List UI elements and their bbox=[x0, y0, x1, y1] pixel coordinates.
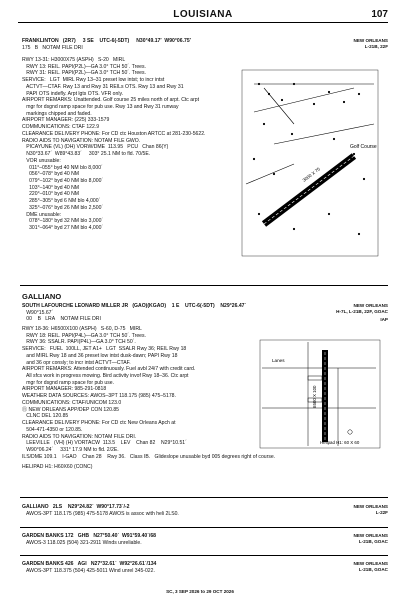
franklinton-body-line: AIRPORT MANAGER: (225) 333-1579 bbox=[22, 117, 110, 124]
city-galliano: GALLIANO bbox=[22, 292, 62, 301]
franklinton-body-line: mgr for dsgnd ramp space for pub use. Rwy 13 and Rwy 31 runway bbox=[22, 104, 179, 111]
franklinton-body-line: PAPI OTS indefly. Arpt lgts OTS. VFR only. bbox=[22, 90, 124, 97]
franklinton-body-line: 011°–055° byd 40 NM blo 8,000´ bbox=[22, 164, 103, 171]
south-lafourche-body-line: mgr for dsgnd ramp space for pub use. bbox=[22, 379, 115, 386]
franklinton-body-line: N30°33.67´ W89°43.83´ 303° 25.1 NM to fld. 70/5E. bbox=[22, 151, 151, 158]
franklinton-body-line: 301°–064° byd 27 NM blo 4,000´ bbox=[22, 224, 104, 231]
garden-banks-172-charts: L-21B, GOAC bbox=[358, 539, 388, 545]
garden-banks-172-chart-ref bbox=[354, 533, 388, 545]
franklinton-body-line: COMMUNICATIONS: CTAF 122.9 bbox=[22, 124, 100, 131]
page-header bbox=[18, 8, 388, 23]
galliano-2ls-charts: L-22F bbox=[375, 510, 388, 516]
franklinton-runway-label: 3000 X 75 bbox=[301, 166, 321, 183]
franklinton-charts: L-21B, 22F bbox=[364, 44, 388, 50]
south-lafourche-charts: H-7L, L-21B, 22F, GOAC bbox=[336, 309, 388, 315]
franklinton-body-line: CLEARANCE DELIVERY PHONE: For CD ctc Houston ARTCC at 281-230-5622. bbox=[22, 130, 206, 137]
page-number: 107 bbox=[371, 9, 388, 20]
south-lafourche-body-line: COMMUNICATIONS: CTAF/UNICOM 123.0 bbox=[22, 399, 122, 406]
garden-banks-426-charts: L-21B, GOAC bbox=[358, 567, 388, 573]
south-lafourche-coords: W90°15.67´ bbox=[22, 309, 54, 316]
franklinton-body-line: ACTVT—CTAF. Rwy 13 and Rwy 31 REILs OTS. Rwy 13 and Rwy 31 bbox=[22, 83, 184, 90]
page-footer: SC, 3 SEP 2026 to 29 OCT 2026 bbox=[166, 589, 234, 594]
franklinton-body-line: 078°–180° byd 32 NM blo 3,000´ bbox=[22, 218, 104, 225]
franklinton-body-line: RWY 13-31: H3000X75 (ASPH) S-20 MIRL bbox=[22, 57, 126, 63]
franklinton-body-line: 220°–010° byd 40 NM bbox=[22, 191, 80, 198]
divider-4 bbox=[20, 555, 388, 556]
south-lafourche-body-line: Ⓡ NEW ORLEANS APP/DEP CON 120.85 bbox=[22, 406, 120, 413]
south-lafourche-region: NEW ORLEANS bbox=[353, 303, 388, 308]
south-lafourche-body-line: W90°06.24´ 331° 17.9 NM to fld. 2/2E. bbox=[22, 446, 119, 453]
divider-2 bbox=[20, 497, 388, 498]
south-lafourche-elev: 00 B LRA NOTAM FILE DRI bbox=[22, 316, 101, 323]
galliano-2ls-chart-ref bbox=[354, 504, 388, 516]
south-lafourche-body-line: RWY 18: REIL. PAPI(P4L)—GA 3.0° TCH 50´. Trees. bbox=[22, 332, 146, 339]
garden-banks-426-region: NEW ORLEANS bbox=[353, 561, 388, 566]
franklinton-body-line: RWY 31: REIL. PAPI(P2L)—GA 3.0° TCH 50´. Trees. bbox=[22, 70, 146, 77]
franklinton-body-line: SERVICE: LGT MIRL Rwy 13–31 preset low intst; to incr intst bbox=[22, 77, 165, 84]
garden-banks-426-title: GARDEN BANKS 426 AGI N27°32.61´ W92°26.61´/134 bbox=[22, 561, 157, 567]
franklinton-body-line: RWY 13: REIL. PAPI(P2L)—GA 3.0° TCH 50´. Trees. bbox=[22, 63, 146, 70]
south-lafourche-body-line: RWY 36: SSALR. PAPI(P4L)—GA 3.0° TCH 50´. bbox=[22, 339, 136, 346]
south-lafourche-airport-diagram bbox=[258, 338, 382, 450]
galliano-2ls-awos: AWOS-3PT 118.175 (985) 475-5178 AWOS is assoc with heli 2LS0. bbox=[22, 510, 179, 517]
divider-1 bbox=[20, 285, 388, 286]
south-lafourche-iap: IAP bbox=[380, 317, 388, 323]
south-lafourche-body-line: ILS/DME 109.1 I-GAO Chan 28 Rwy 36. Class IB. Glideslope unusable byd 005 degrees right of course. bbox=[22, 453, 276, 460]
franklinton-body-line: 285°–305° byd 6 NM blo 4,000´ bbox=[22, 198, 101, 205]
south-lafourche-body-line: LEEVILLE (VH) (H) VORTACW 113.5 LEV Chan 82 N29°10.51´ bbox=[22, 440, 187, 447]
franklinton-body-line: 056°–078° byd 40 NM bbox=[22, 171, 80, 178]
franklinton-body-line: RADIO AIDS TO NAVIGATION: NOTAM FILE GWO. bbox=[22, 137, 141, 144]
franklinton-title: FRANKLINTON (2R7) 3 SE UTC-6(-5DT) N30°49.17′ W90°06.75′ bbox=[22, 38, 191, 44]
franklinton-airport-diagram bbox=[234, 64, 384, 264]
south-lafourche-body bbox=[22, 326, 276, 471]
franklinton-header bbox=[22, 38, 394, 51]
south-lafourche-body-line: AIRPORT MANAGER: 985-291-0818 bbox=[22, 386, 107, 393]
galliano-2ls bbox=[22, 504, 322, 517]
south-lafourche-body-line: SERVICE: FUEL 100LL, JET A1+ LGT SSALR Rwy 36; REIL Rwy 18 bbox=[22, 346, 187, 353]
franklinton-body-line: 103°–140° byd 40 NM bbox=[22, 184, 80, 191]
franklinton-body bbox=[22, 57, 237, 232]
south-lafourche-body-line: RWY 18-36: H6500X100 (ASPH) S-60, D-75 MIRL bbox=[22, 326, 142, 332]
franklinton-region: NEW ORLEANS bbox=[353, 38, 388, 43]
south-lafourche-helipad-label: Helipad H1: 60 X 60 bbox=[320, 440, 360, 445]
divider-3 bbox=[20, 527, 388, 528]
franklinton-body-line: 079°–102° byd 40 NM blo 8,000´ bbox=[22, 177, 104, 184]
south-lafourche-body-line: 504-471-4350 or 120.85. bbox=[22, 426, 83, 433]
franklinton-golf-label: Golf Course bbox=[350, 144, 377, 150]
south-lafourche-body-line: RADIO AIDS TO NAVIGATION: NOTAM FILE DRI. bbox=[22, 433, 137, 440]
garden-banks-172-region: NEW ORLEANS bbox=[353, 533, 388, 538]
franklinton-elev: 175 B NOTAM FILE DRI bbox=[22, 44, 83, 51]
garden-banks-426-chart-ref bbox=[354, 561, 388, 573]
garden-banks-172-title: GARDEN BANKS 172 GHB N27°50.40´ W91°59.40´/68 bbox=[22, 533, 157, 539]
garden-banks-172-awos: AWOS-3 118.025 (504) 321-2911 Winds unreliable. bbox=[22, 539, 142, 546]
galliano-2ls-region: NEW ORLEANS bbox=[353, 504, 388, 509]
franklinton-body-line: AIRPORT REMARKS: Unattended. Golf course 25 miles north of arpt. Ctc arpt bbox=[22, 97, 200, 104]
state-title: LOUISIANA bbox=[173, 9, 233, 20]
franklinton-body-line: 325°–076° byd 26 NM blo 2,500´ bbox=[22, 204, 104, 211]
franklinton-body-line: VOR unusable: bbox=[22, 157, 61, 164]
franklinton-body-line: PICAYUNE (VL) (DH) VORW/DME 113.95 PCU Chan 86(Y) bbox=[22, 144, 169, 151]
south-lafourche-body-line: AIRPORT REMARKS: Attended continuously. Fuel avbl 24/7 with credit card. bbox=[22, 366, 196, 373]
franklinton-body-line: markings chipped and faded. bbox=[22, 110, 92, 117]
galliano-2ls-title: GALLIANO 2LS N29°24.82´ W90°17.73´/-2 bbox=[22, 504, 130, 510]
south-lafourche-body-line: CLNC DEL 120.85 bbox=[22, 413, 69, 420]
south-lafourche-body-line: WEATHER DATA SOURCES: AWOS–3PT 118.175 (985) 475–5178. bbox=[22, 393, 176, 400]
garden-banks-426-awos: AWOS-3PT 118.375 (504) 425-5011 Wind unrel 345-022. bbox=[22, 567, 155, 574]
south-lafourche-body-line: CLEARANCE DELIVERY PHONE: For CD ctc New Orleans Apch at bbox=[22, 420, 176, 427]
garden-banks-426 bbox=[22, 561, 322, 574]
garden-banks-172 bbox=[22, 533, 322, 546]
franklinton-body-line: DME unusable: bbox=[22, 211, 62, 218]
south-lafourche-body-line: All sfcs work in progress mowing. Bird activity invof Rwy 18–36. Ctc arpt bbox=[22, 373, 189, 380]
south-lafourche-lanes-label: Lanes bbox=[272, 358, 285, 363]
franklinton-chart-ref bbox=[354, 38, 388, 50]
south-lafourche-runway-label: 6500 X 100 bbox=[312, 385, 317, 408]
south-lafourche-body-line: and MIRL Rwy 18 and 36 preset low intst dusk-dawn; PAPI Rwy 18 bbox=[22, 352, 178, 359]
south-lafourche-title: SOUTH LAFOURCHE LEONARD MILLER JR (GAO)(KGAO) 1 E UTC-6(-5DT) N29°26.47´ bbox=[22, 303, 247, 309]
south-lafourche-chart-ref bbox=[336, 303, 388, 324]
south-lafourche-body-line: and 36 opr consly; to incr intst ACTVT—CTAF. bbox=[22, 359, 131, 366]
south-lafourche-body-line: HELIPAD H1: H60X60 (CONC) bbox=[22, 464, 93, 471]
